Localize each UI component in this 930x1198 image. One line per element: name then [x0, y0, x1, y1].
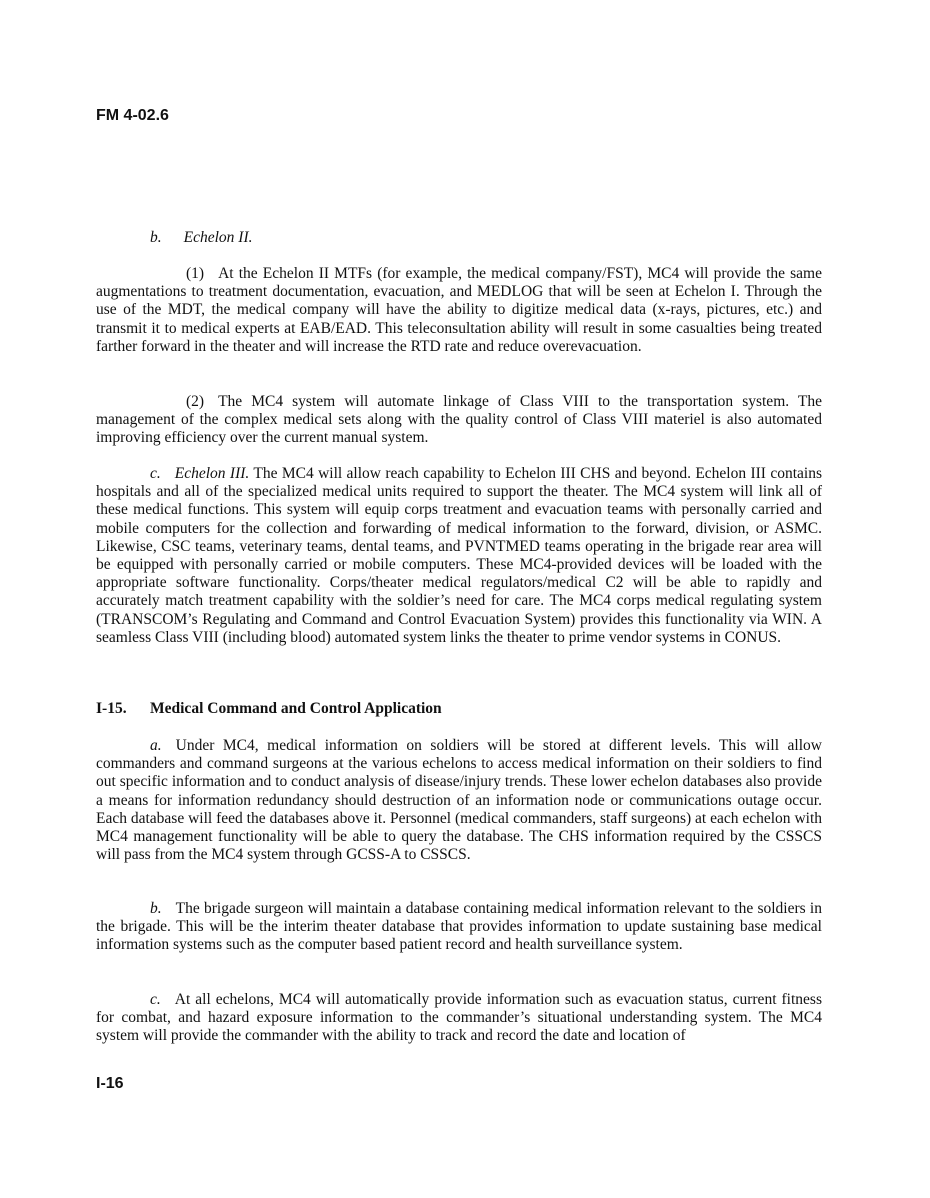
- paragraph-i15b-letter: b.: [150, 900, 162, 917]
- paragraph-b1-number: (1): [186, 265, 205, 282]
- page-header-doc-id: FM 4-02.6: [96, 107, 169, 124]
- section-i15-heading: [96, 700, 442, 718]
- paragraph-i15c: [96, 991, 822, 1046]
- paragraph-i15a: [96, 737, 822, 864]
- paragraph-c: [96, 465, 822, 647]
- paragraph-i15b: [96, 900, 822, 955]
- paragraph-c-text: The MC4 will allow reach capability to Echelon III CHS and beyond. Echelon III contains hospitals and all of the specialized medical units required to support the theater. The MC4 system will link all of these medical functions. This system will equip corps treatment and evacuation teams with personally carried and mobile computers for the collection and forwarding of medical information to the forward, division, or ASMC. Likewise, CSC teams, veterinary teams, dental teams, and PVNTMED teams operating in the brigade rear area will be equipped with personally carried or mobile computers. These MC4-provided devices will be loaded with the appropriate software functionality. Corps/theater medical regulators/medical C2 will be able to rapidly and accurately match treatment capability with the soldier’s need for care. The MC4 corps medical regulating system (TRANSCOM’s Regulating and Command and Control Evacuation System) provides this functionality via WIN. A seamless Class VIII (including blood) automated system links the theater to prime vendor systems in CONUS.: [96, 465, 822, 646]
- paragraph-b1: [96, 265, 822, 356]
- paragraph-i15c-letter: c.: [150, 991, 161, 1008]
- section-i15-number: I-15.: [96, 700, 127, 717]
- subsection-b-heading: [150, 229, 252, 247]
- page-footer-number: I-16: [96, 1075, 124, 1092]
- paragraph-b1-text: At the Echelon II MTFs (for example, the medical company/FST), MC4 will provide the same augmentations to treatment documentation, evacuation, and MEDLOG that will be seen at Echelon I. Through the use of the MDT, the medical company will have the ability to digitize medical data (x-rays, pictures, etc.) and transmit it to medical experts at EAB/EAD. This teleconsultation ability will result in some casualties being treated farther forward in the theater and will increase the RTD rate and reduce overevacuation.: [96, 265, 822, 355]
- paragraph-i15b-text: The brigade surgeon will maintain a database containing medical information relevant to the soldiers in the brigade. This will be the interim theater database that provides information to update sustaining base medical information systems such as the computer based patient record and health surveillance system.: [96, 900, 822, 954]
- paragraph-c-letter: c.: [150, 465, 161, 482]
- paragraph-b2-number: (2): [186, 393, 205, 410]
- paragraph-b2-text: The MC4 system will automate linkage of Class VIII to the transportation system. The management of the complex medical sets along with the quality control of Class VIII materiel is also automated improving efficiency over the current manual system.: [96, 393, 822, 447]
- paragraph-b2: [96, 393, 822, 448]
- paragraph-i15a-text: Under MC4, medical information on soldiers will be stored at different levels. This will allow commanders and command surgeons at the various echelons to access medical information on their soldiers to find out specific information and to conduct analysis of disease/injury trends. These lower echelon databases also provide a means for information redundancy should destruction of an information node or communications outage occur. Each database will feed the databases above it. Personnel (medical commanders, staff surgeons) at each echelon with MC4 management functionality will be able to query the database. The CHS information required by the CSSCS will pass from the MC4 system through GCSS-A to CSSCS.: [96, 737, 822, 864]
- paragraph-i15c-text: At all echelons, MC4 will automatically provide information such as evacuation status, current fitness for combat, and hazard exposure information to the commander’s situational understanding system. The MC4 system will provide the commander with the ability to track and record the date and location of: [96, 991, 822, 1045]
- subsection-b-title: Echelon II.: [183, 229, 253, 246]
- subsection-b-letter: b.: [150, 229, 162, 246]
- paragraph-i15a-letter: a.: [150, 737, 162, 754]
- section-i15-title: Medical Command and Control Application: [150, 700, 442, 717]
- paragraph-c-title: Echelon III.: [174, 465, 250, 482]
